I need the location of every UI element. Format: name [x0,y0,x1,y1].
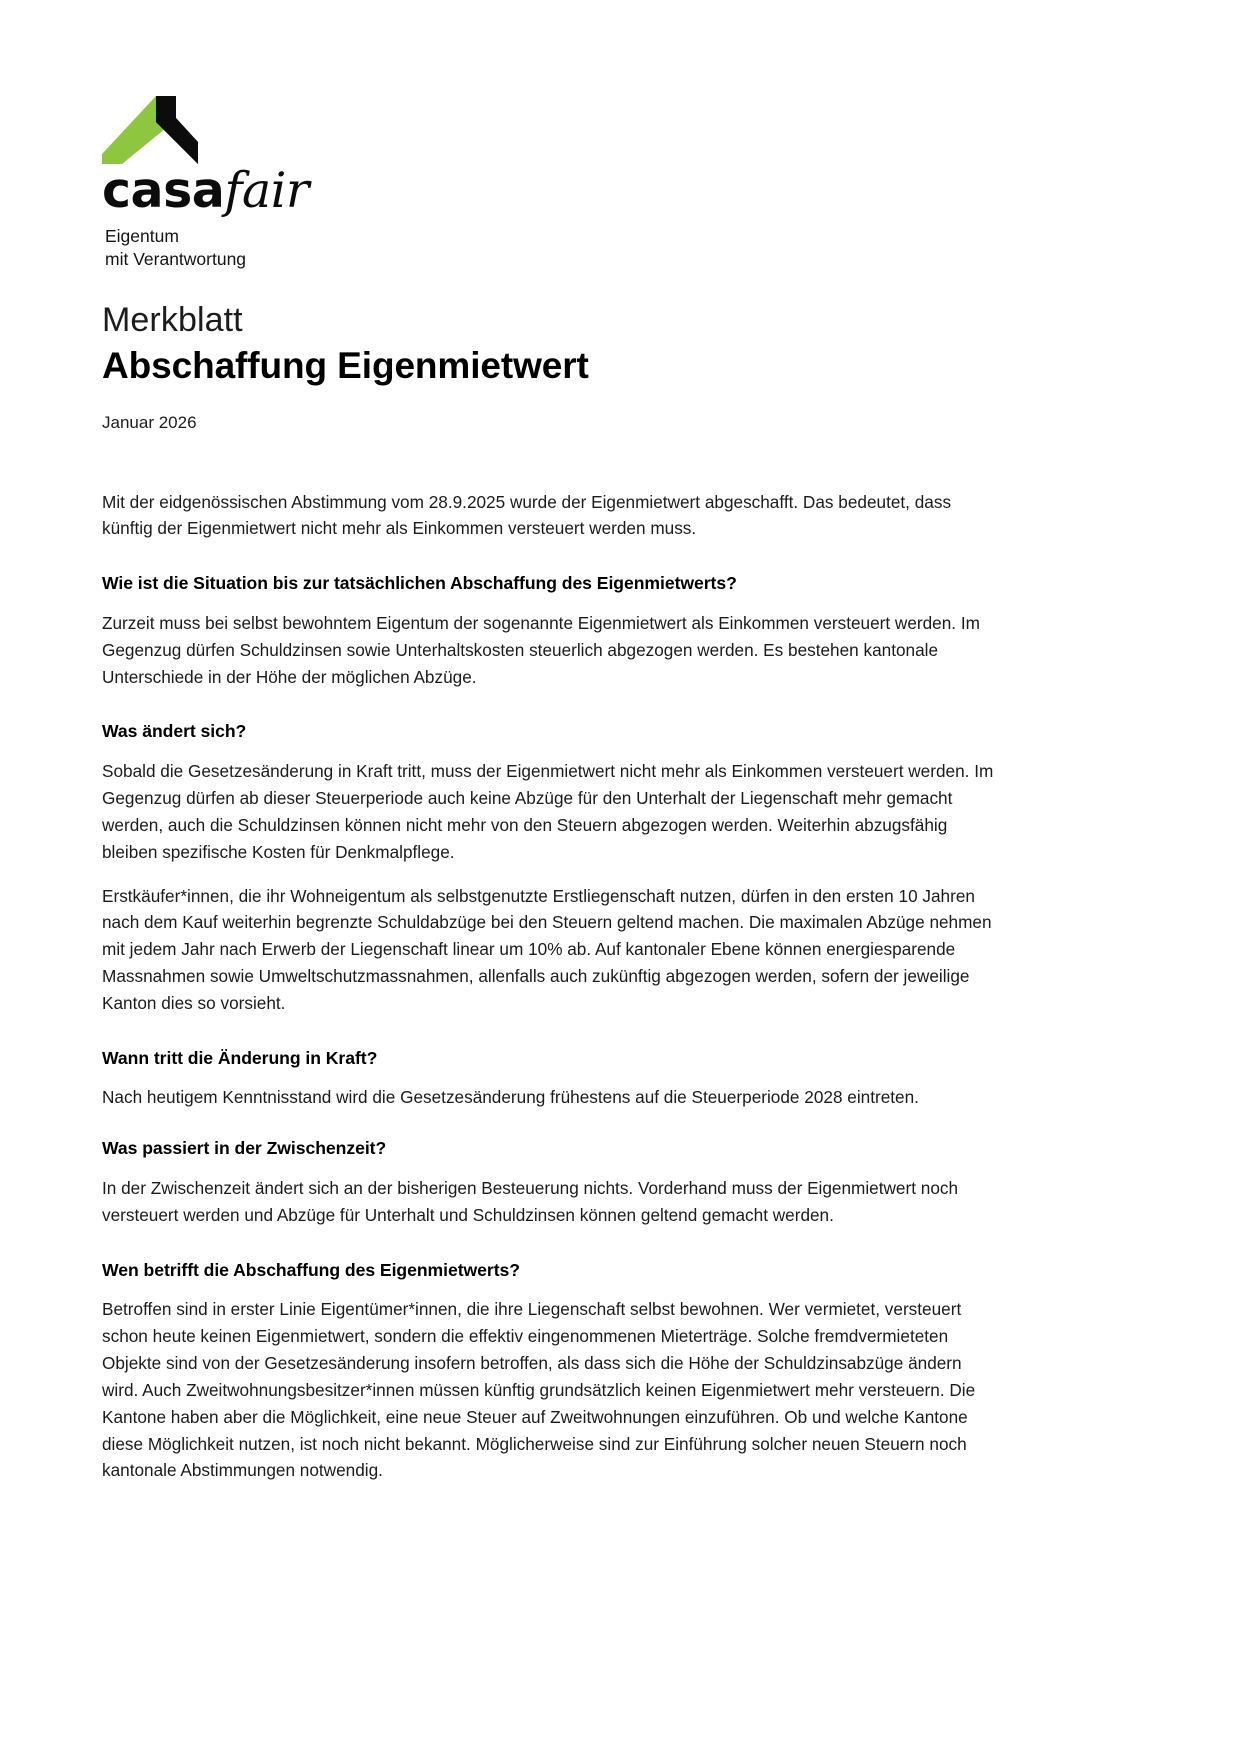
wordmark-fair: fair [224,162,309,219]
section-betroffene [102,1259,998,1485]
document-body [102,300,998,1484]
section-paragraph: Sobald die Gesetzesänderung in Kraft tritt, muss der Eigenmietwert nicht mehr als Einkommen versteuert werden. Im Gegenzug dürfen ab dieser Steuerperiode auch keine Abzüge für den Unterhalt der Liegenschaft mehr gemacht werden, auch die Schuldzinsen können nicht mehr von den Steuern abgezogen werden. Weiterhin abzugsfähig bleiben spezifische Kosten für Denkmalpflege. [102,761,994,862]
section-heading: Wen betrifft die Abschaffung des Eigenmietwerts? [102,1259,520,1280]
section-zwischenzeit [102,1137,998,1228]
section-paragraph: Nach heutigem Kenntnisstand wird die Gesetzesänderung frühestens auf die Steuerperiode 2028 eintreten. [102,1087,919,1108]
section-heading: Wann tritt die Änderung in Kraft? [102,1047,378,1068]
brand-logo [102,84,432,272]
casafair-roof-chevron-icon [102,84,238,164]
brand-tagline-line2: mit Verantwortung [105,249,247,270]
section-paragraph: In der Zwischenzeit ändert sich an der bisherigen Besteuerung nichts. Vorderhand muss der Eigenmietwert noch versteuert werden und Abzüge für Unterhalt und Schuldzinsen können geltend gemacht werden. [102,1177,959,1225]
document-date: Januar 2026 [102,412,197,432]
section-heading: Wie ist die Situation bis zur tatsächlichen Abschaffung des Eigenmietwerts? [102,573,737,594]
page-title: Abschaffung Eigenmietwert [102,345,589,387]
document-kicker: Merkblatt [102,301,243,339]
section-paragraph: Erstkäufer*innen, die ihr Wohneigentum als selbstgenutzte Erstliegenschaft nutzen, dürfen in den ersten 10 Jahren nach dem Kauf weiterhin begrenzte Schuldabzüge bei den Steuern geltend machen. Die maximalen Abzüge nehmen mit jedem Jahr nach Erwerb der Liegenschaft linear um 10% ab. Auf kantonaler Ebene können energiesparende Massnahmen sowie Umweltschutzmassnahmen, allenfalls auch zukünftig abgezogen werden, sofern der jeweilige Kanton dies so vorsieht. [102,885,992,1013]
wordmark-casa: casa [102,162,225,219]
brand-tagline [105,225,432,272]
section-situation [102,572,998,690]
section-heading: Was ändert sich? [102,721,247,742]
section-inkrafttreten [102,1047,998,1112]
section-paragraph: Zurzeit muss bei selbst bewohntem Eigentum der sogenannte Eigenmietwert als Einkommen versteuert werden. Im Gegenzug dürfen Schuldzinsen sowie Unterhaltskosten steuerlich abgezogen werden. Es bestehen kantonale Unterschiede in der Höhe der möglichen Abzüge. [102,612,980,687]
brand-wordmark [102,162,432,219]
brand-tagline-line1: Eigentum [105,226,179,246]
section-paragraph: Betroffen sind in erster Linie Eigentümer*innen, die ihre Liegenschaft selbst bewohnen. Wer vermietet, versteuert schon heute keinen Eigenmietwert, sondern die effektiv eingenommenen Mieterträge. Solche fremdvermieteten Objekte sind von der Gesetzesänderung insofern betroffen, als dass sich die Höhe der Schuldzinsabzüge ändern wird. Auch Zweitwohnungsbesitzer*innen müssen künftig grundsätzlich keinen Eigenmietwert mehr versteuern. Die Kantone haben aber die Möglichkeit, eine neue Steuer auf Zweitwohnungen einzuführen. Ob und welche Kantone diese Möglichkeit nutzen, ist noch nicht bekannt. Möglicherweise sind zur Einführung solcher neuen Steuern noch kantonale Abstimmungen notwendig. [102,1299,976,1481]
section-was-aendert-sich [102,720,998,1016]
section-heading: Was passiert in der Zwischenzeit? [102,1138,387,1159]
lead-paragraph: Mit der eidgenössischen Abstimmung vom 28.9.2025 wurde der Eigenmietwert abgeschafft. Das bedeutet, dass künftig der Eigenmietwert nicht mehr als Einkommen versteuert werden muss. [102,491,952,539]
